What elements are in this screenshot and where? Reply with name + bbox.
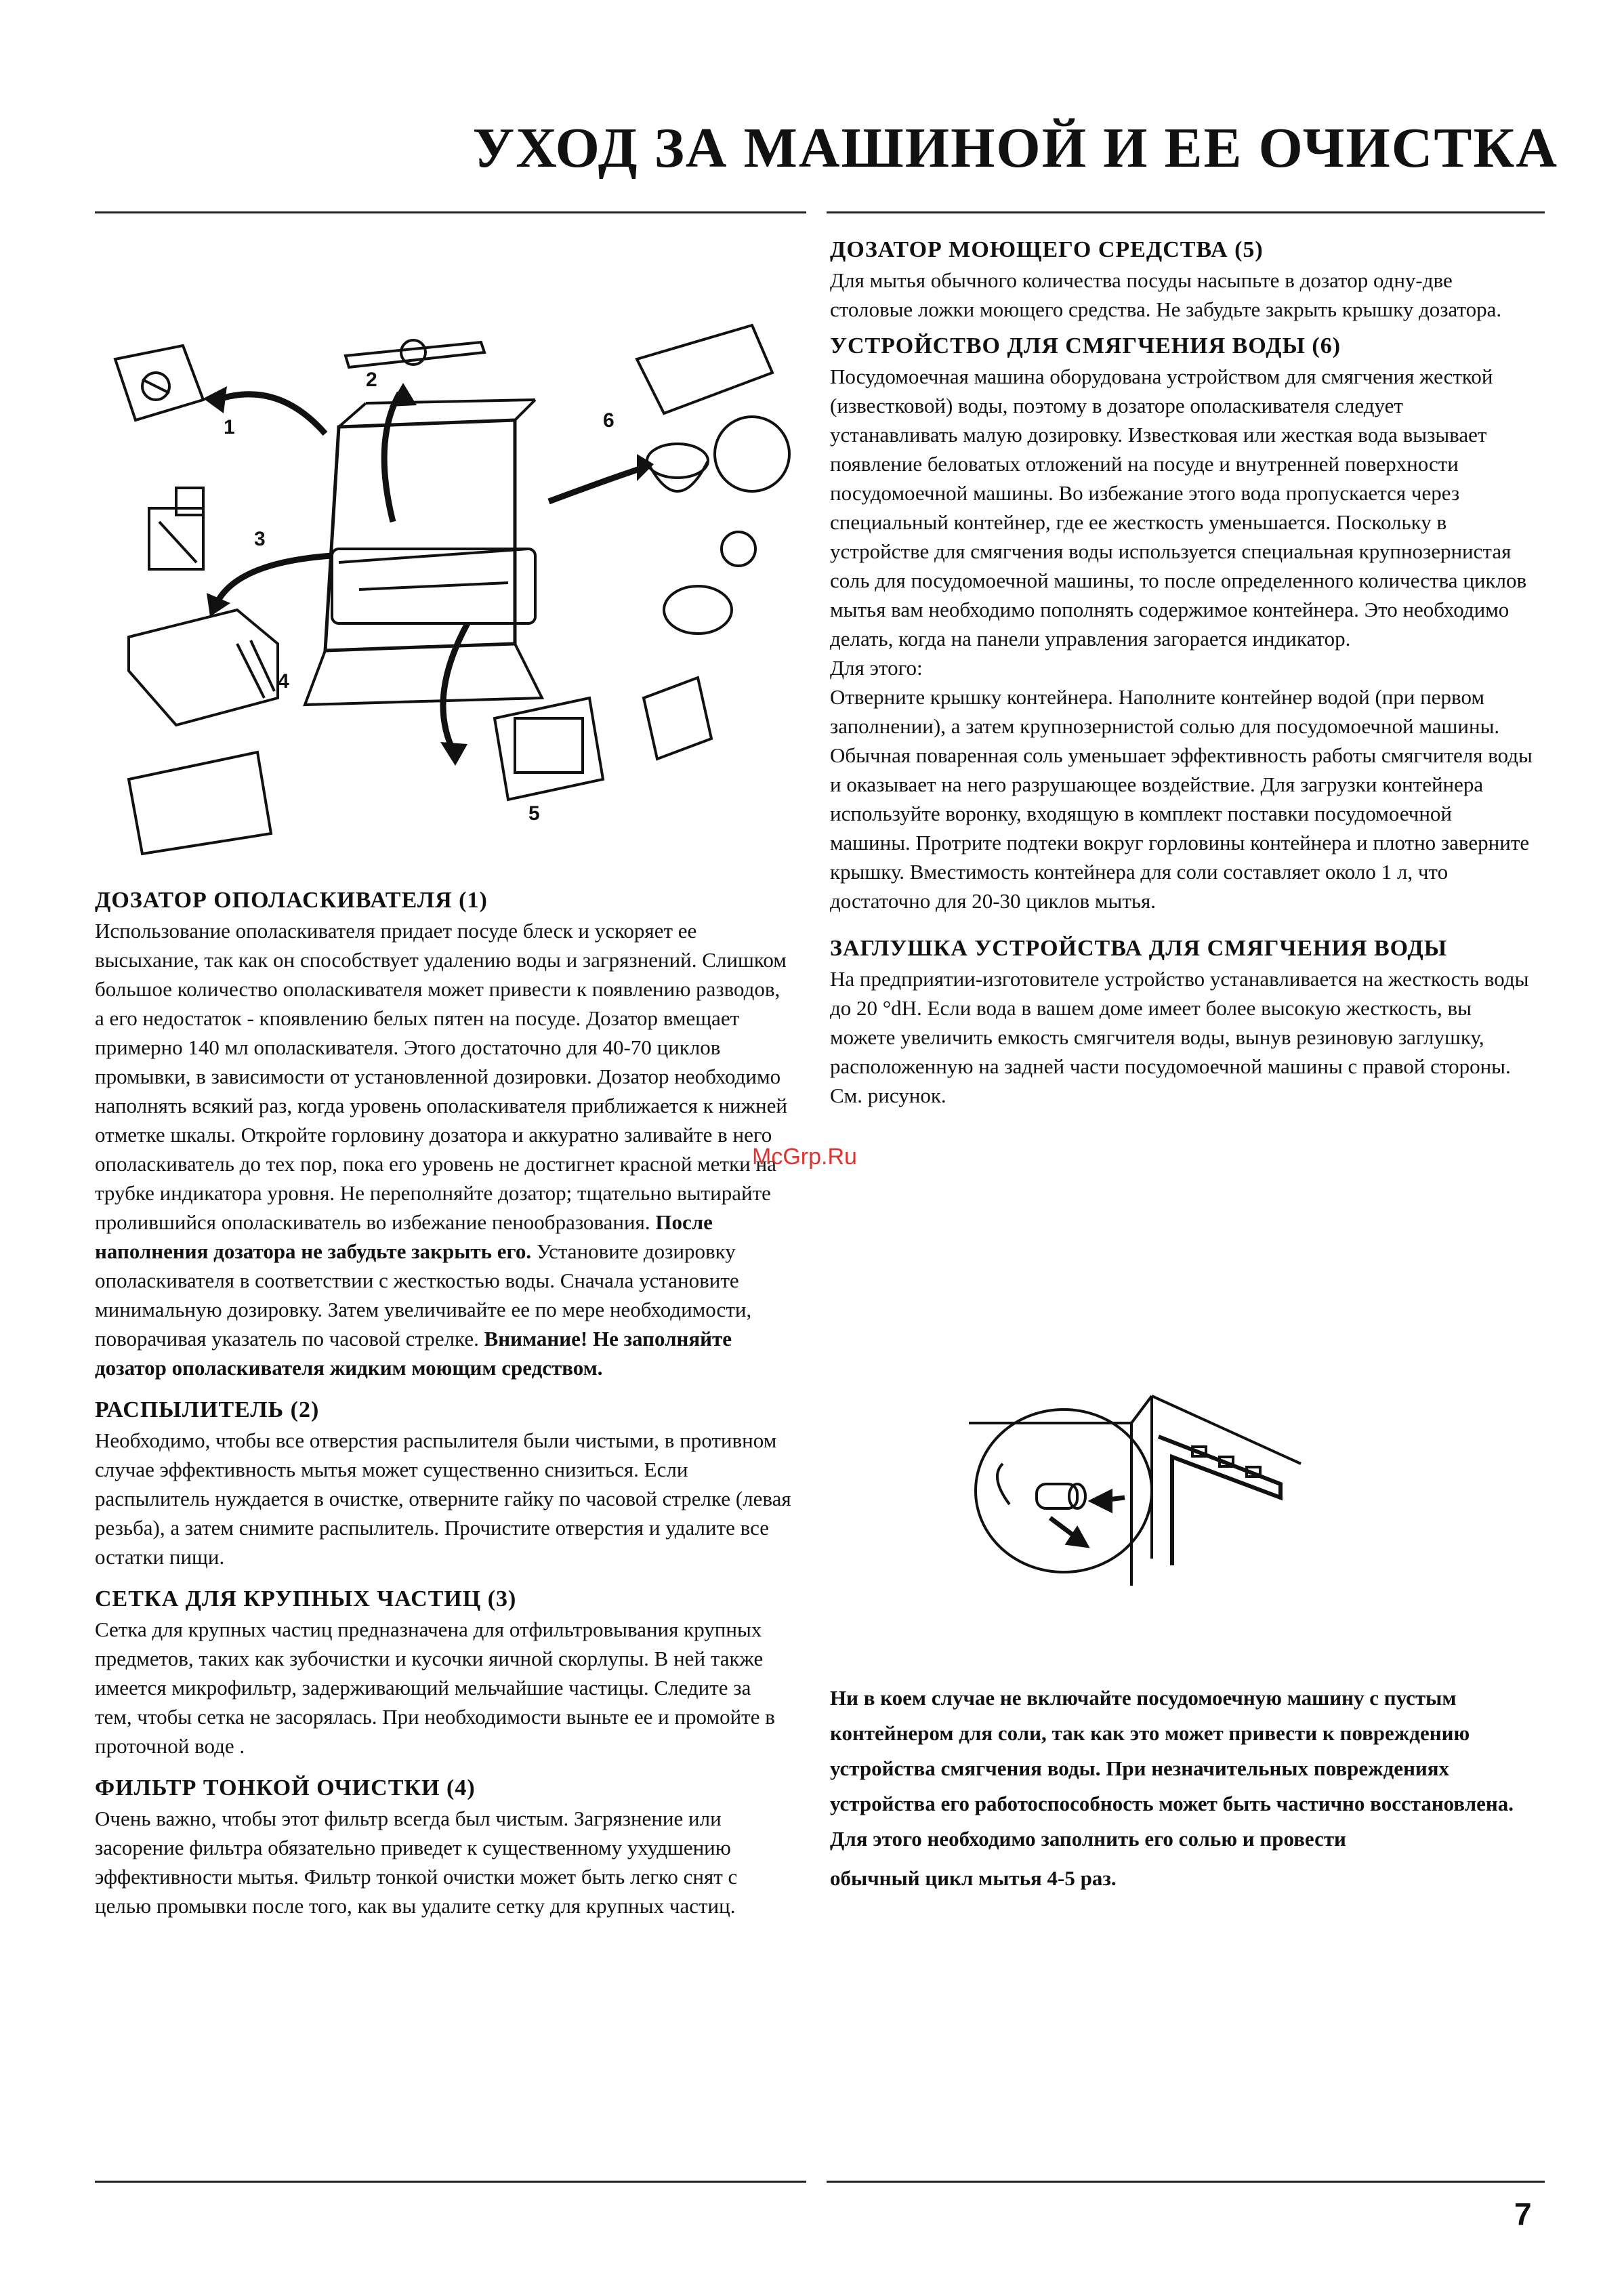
section-text: Посудомоечная машина оборудована устройством для смягчения жесткой (известковой) воды, поэтому в дозаторе ополаскивателя следует устанавливать малую дозировку. Известковая или жесткая вода вызывает появление беловатых отложений на посуде и внутренней поверхности посудомоечной машины. Во избежание этого вода пропускается через специальный контейнер, где ее жесткость уменьшается. Поскольку в устройстве для смягчения воды используется специальная крупнозернистая соль для посудомоечной машины, то после определенного количества циклов мытья вам необходимо пополнять содержимое контейнера. Это необходимо делать, когда на панели управления загорается индикатор. [830, 365, 1527, 651]
detergent-dispenser [129, 698, 603, 854]
section-text: Для этого: [830, 656, 923, 680]
left-column [95, 888, 793, 1920]
salt-container [637, 325, 789, 759]
top-rule-left [95, 211, 806, 213]
spray-arm [346, 340, 484, 367]
right-column-top [830, 237, 1535, 1110]
figure-label: 6 [603, 409, 615, 432]
top-rule-right [827, 211, 1545, 213]
section-text: Сетка для крупных частиц предназначена для отфильтровывания крупных предметов, таких как зубочистки и кусочки яичной скорлупы. В ней также имеется микрофильтр, задерживающий мельчайшие частицы. Следите за тем, чтобы сетка не засорялась. При необходимости выньте ее и промойте в проточной воде . [95, 1618, 775, 1758]
dishwasher-maintenance-illustration [102, 318, 827, 861]
watermark: McGrp.Ru [752, 1144, 857, 1170]
section-text: Отверните крышку контейнера. Наполните контейнер водой (при первом заполнении), а затем крупнозернистой солью для посудомоечной машины. Обычная поваренная соль уменьшает эффективность работы смягчителя воды и оказывает на него разрушающее воздействие. Для загрузки контейнера используйте воронку, входящую в комплект поставки посудомоечной машины. Протрите подтеки вокруг горловины контейнера и плотно заверните крышку. Вместимость контейнера для соли составляет около 1 л, что достаточно для 20-30 циклов мытья. [830, 685, 1533, 913]
section-heading: СЕТКА ДЛЯ КРУПНЫХ ЧАСТИЦ (3) [95, 1586, 517, 1611]
section-heading: ЗАГЛУШКА УСТРОЙСТВА ДЛЯ СМЯГЧЕНИЯ ВОДЫ [830, 936, 1448, 961]
section-heading: РАСПЫЛИТЕЛЬ (2) [95, 1397, 320, 1422]
section-heading: ДОЗАТОР ОПОЛАСКИВАТЕЛЯ (1) [95, 888, 488, 913]
figure-label: 2 [366, 369, 377, 391]
warning-block [830, 1681, 1535, 1896]
bottom-rule-right [827, 2181, 1545, 2183]
section-text: Для мытья обычного количества посуды насыпьте в дозатор одну-две столовые ложки моющего средства. Не забудьте закрыть крышку дозатора. [830, 268, 1502, 321]
fine-filter [129, 610, 278, 725]
arrows [217, 393, 644, 752]
bottom-rule-left [95, 2181, 806, 2183]
coarse-filter [149, 488, 203, 569]
page-number: 7 [1514, 2196, 1532, 2231]
section-heading: УСТРОЙСТВО ДЛЯ СМЯГЧЕНИЯ ВОДЫ (6) [830, 333, 1341, 358]
section-text: Использование ополаскивателя придает посуде блеск и ускоряет ее высыхание, так как он способствует удалению воды и загрязнений. Слишком большое количество ополаскивателя может привести к появлению разводов, а его недостаток - кпоявлению белых пятен на посуде. Дозатор вмещает примерно 140 мл ополаскивателя. Этого достаточно для 40-70 циклов промывки, в зависимости от установленной дозировки. Дозатор необходимо наполнять всякий раз, когда уровень ополаскивателя приближается к нижней отметке шкалы. Откройте горловину дозатора и аккуратно заливайте в него ополаскиватель до тех пор, пока его уровень не достигнет красной метки на трубке индикатора уровня. Не переполняйте дозатор; тщательно вытирайте пролившийся ополаскиватель во избежание пенообразования. После наполнения дозатора не забудьте закрыть его. Установите дозировку ополаскивателя в соответствии с жесткостью воды. Сначала установите минимальную дозировку. Затем увеличивайте ее по мере необходимости, поворачивая указатель по часовой стрелке. Внимание! Не заполняйте дозатор ополаскивателя жидким моющим средством. [95, 919, 787, 1380]
warning-text: Ни в коем случае не включайте посудомоечную машину с пустым контейнером для соли, так как это может привести к повреждению устройства смягчения воды. При незначительных повреждениях устройства его работоспособность может быть частично восстановлена. Для этого необходимо заполнить его солью и провести [830, 1686, 1514, 1851]
warning-text: обычный цикл мытья 4-5 раз. [830, 1866, 1117, 1890]
figure-label: 5 [528, 802, 540, 825]
section-text: Очень важно, чтобы этот фильтр всегда был чистым. Загрязнение или засорение фильтра обязательно приведет к существенному ухудшению эффективности мытья. Фильтр тонкой очистки может быть легко снят с целью промывки после того, как вы удалите сетку для крупных частиц. [95, 1807, 738, 1918]
dishwasher-body [305, 400, 542, 705]
section-text: Необходимо, чтобы все отверстия распылителя были чистыми, в противном случае эффективность мытья может существенно снизиться. Если распылитель нуждается в очистке, отверните гайку по часовой стрелке (левая резьба), а затем снимите распылитель. Прочистите отверстия и удалите все остатки пищи. [95, 1428, 791, 1569]
softener-plug-illustration [962, 1382, 1341, 1606]
figure-label: 1 [224, 416, 235, 438]
figure-label: 4 [278, 670, 289, 693]
figure-label: 3 [254, 528, 266, 550]
section-heading: ФИЛЬТР ТОНКОЙ ОЧИСТКИ (4) [95, 1775, 476, 1800]
page-title: УХОД ЗА МАШИНОЙ И ЕЕ ОЧИСТКА [472, 117, 1558, 180]
section-text: На предприятии-изготовителе устройство устанавливается на жесткость воды до 20 °dH. Если вода в вашем доме имеет более высокую жесткость, вы можете увеличить емкость смягчителя воды, вынув резиновую заглушку, расположенную на задней части посудомоечной машины с правой стороны. См. рисунок. [830, 967, 1529, 1107]
rinse-aid-dispenser [115, 346, 203, 420]
section-heading: ДОЗАТОР МОЮЩЕГО СРЕДСТВА (5) [830, 237, 1264, 262]
